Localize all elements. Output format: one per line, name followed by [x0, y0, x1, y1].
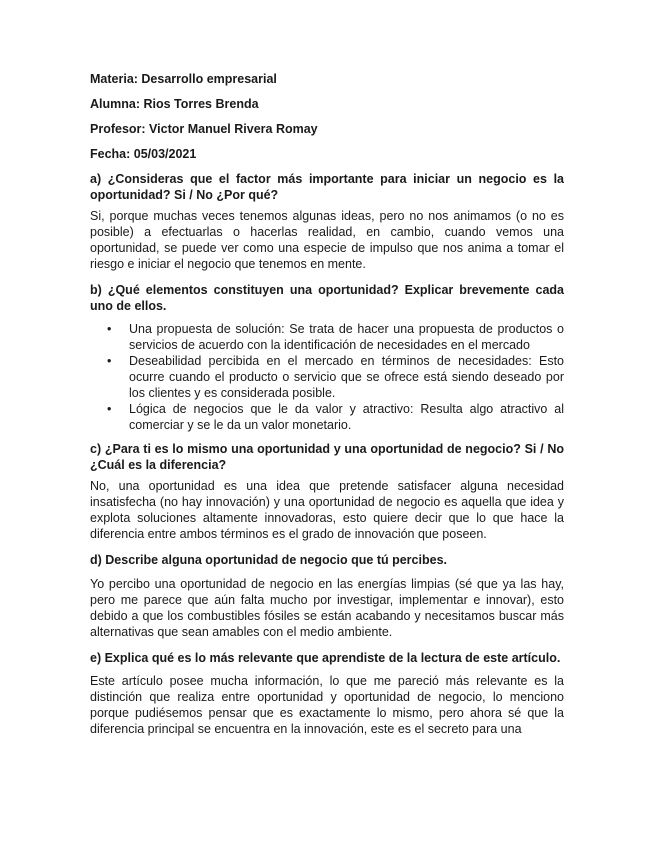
question-c: c) ¿Para ti es lo mismo una oportunidad y una oportunidad de negocio? Si / No ¿Cuál es la diferencia?	[90, 442, 564, 472]
question-d: d) Describe alguna oportunidad de negocio que tú percibes.	[90, 553, 447, 567]
list-item: • Deseabilidad percibida en el mercado en términos de necesidades: Esto ocurre cuando el producto o servicio que se ofrece está siendo deseado por los clientes y es considerada posible.	[129, 353, 564, 401]
list-item: • Una propuesta de solución: Se trata de hacer una propuesta de productos o servicios de acuerdo con la identificación de necesidades en el mercado	[129, 321, 564, 353]
answer-c: No, una oportunidad es una idea que pretende satisfacer alguna necesidad insatisfecha (no hay innovación) y una oportunidad de negocio es aquella que idea y explota soluciones altamente innovadoras, esto quiere decir que lo que hace la diferencia entre ambos términos es el grado de innovación que poseen.	[90, 479, 564, 541]
question-b: b) ¿Qué elementos constituyen una oportunidad? Explicar brevemente cada uno de ellos.	[90, 283, 564, 313]
date-line: Fecha: 05/03/2021	[90, 147, 197, 161]
document-page	[90, 72, 564, 748]
subject-line: Materia: Desarrollo empresarial	[90, 72, 277, 86]
professor-line: Profesor: Victor Manuel Rivera Romay	[90, 122, 318, 136]
question-e: e) Explica qué es lo más relevante que aprendiste de la lectura de este artículo.	[90, 650, 561, 665]
answer-a: Si, porque muchas veces tenemos algunas ideas, pero no nos animamos (o no es posible) a efectuarlas o hacerlas realidad, en cambio, cuando vemos una oportunidad, se puede ver como una especie de impulso que nos anima a tomar el riesgo e iniciar el negocio que tenemos en mente.	[90, 209, 564, 271]
answer-d: Yo percibo una oportunidad de negocio en las energías limpias (sé que ya las hay, pero me parece que aún falta mucho por investigar, implementar e innovar), esto debido a que los combustibles fósiles se están acabando y necesitamos buscar más alternativas que sean amables con el medio ambiente.	[90, 576, 564, 639]
student-line: Alumna: Rios Torres Brenda	[90, 97, 259, 111]
list-item: • Lógica de negocios que le da valor y atractivo: Resulta algo atractivo al comerciar y se le da un valor monetario.	[129, 401, 564, 433]
question-a: a) ¿Consideras que el factor más importante para iniciar un negocio es la oportunidad? Si / No ¿Por qué?	[90, 172, 564, 202]
answer-b-list	[90, 321, 564, 433]
answer-e: Este artículo posee mucha información, lo que me pareció más relevante es la distinción que realiza entre oportunidad y oportunidad de negocio, lo menciono porque pudiésemos pensar que es exactamente lo mismo, pero ahora sé que la diferencia principal se encuentra en la innovación, este es el secreto para una	[90, 674, 564, 736]
